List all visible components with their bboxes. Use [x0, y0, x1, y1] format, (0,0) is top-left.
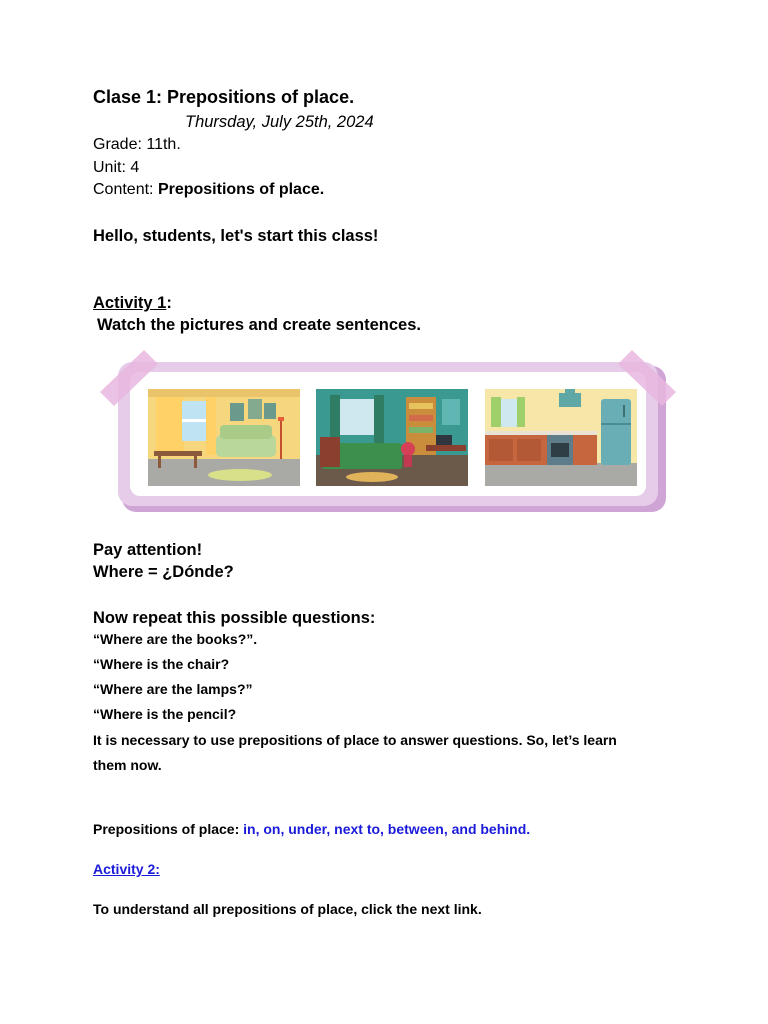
content-value: Prepositions of place.	[157, 181, 325, 198]
content-label: Content:	[93, 181, 158, 198]
note-line-1: It is necessary to use prepositions of place to answer questions. So, let’s learn	[93, 732, 617, 748]
unit-line: Unit: 4	[93, 159, 140, 176]
question-item: “Where are the lamps?”	[93, 681, 253, 697]
activity1-instruction: Watch the pictures and create sentences.	[97, 316, 421, 334]
prepositions-label: Prepositions of place:	[93, 821, 244, 837]
activity1-label: Activity 1	[93, 294, 167, 312]
activity2-instruction: To understand all prepositions of place, click the next link.	[93, 901, 482, 917]
activity1-colon: :	[166, 294, 172, 312]
activity2-link[interactable]: Activity 2:	[93, 861, 160, 877]
content-line	[93, 181, 324, 199]
where-translation: Where = ¿Dónde?	[93, 563, 234, 581]
prepositions-line	[93, 821, 530, 837]
class-date: Thursday, July 25th, 2024	[185, 113, 374, 131]
prepositions-list: in, on, under, next to, between, and behind.	[243, 821, 531, 837]
note-line-2: them now.	[93, 757, 162, 773]
grade-line: Grade: 11th.	[93, 136, 181, 153]
question-item: “Where are the books?”.	[93, 631, 258, 647]
greeting: Hello, students, let's start this class!	[93, 227, 379, 245]
activity1-heading	[93, 294, 172, 313]
question-item: “Where is the pencil?	[93, 706, 237, 722]
living-room-image	[148, 389, 300, 486]
pay-attention: Pay attention!	[93, 541, 203, 559]
page-title: Clase 1: Prepositions of place.	[93, 87, 355, 107]
bedroom-image	[316, 389, 468, 486]
questions-heading: Now repeat this possible questions:	[93, 609, 376, 627]
question-item: “Where is the chair?	[93, 656, 230, 672]
kitchen-image	[485, 389, 637, 486]
